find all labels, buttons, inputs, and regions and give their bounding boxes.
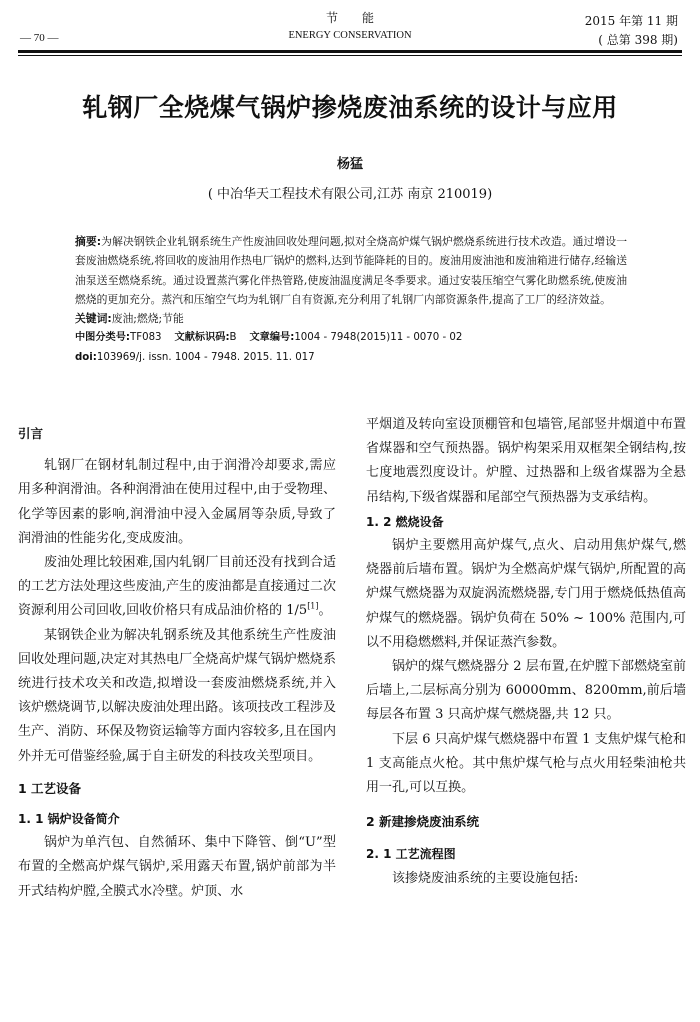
abstract-paragraph — [75, 232, 627, 309]
paper-title: 轧钢厂全烧煤气锅炉掺烧废油系统的设计与应用 — [82, 93, 618, 122]
intro-paragraph-1: 轧钢厂在钢材轧制过程中,由于润滑冷却要求,需应用多种润滑油。各种润滑油在使用过程中,由于受物理、化学等因素的影响,润滑油中浸入金属屑等杂质,导致了润滑油的性能劣化,变成废油。 — [18, 458, 336, 546]
clc-value: TF083 — [130, 332, 162, 344]
author-affiliation: ( 中冶华天工程技术有限公司,江苏 南京 210019) — [207, 187, 493, 202]
doc-code-label: 文献标识码: — [174, 332, 230, 344]
section-1-2-paragraph-2: 锅炉的煤气燃烧器分 2 层布置,在炉膛下部燃烧室前后墙上,二层标高分别为 60000mm、8200mm,前后墙每层各布置 3 只高炉煤气燃烧器,共 12 只。 — [366, 659, 686, 723]
section-1-2-paragraph-1: 锅炉主要燃用高炉煤气,点火、启动用焦炉煤气,燃烧器前后墙布置。锅炉为全燃高炉煤气锅炉,所配置的高炉煤气燃烧器为双旋涡流燃烧器,专门用于燃烧低热值高炉煤气的燃烧器。锅炉负荷在 50% ~ 100% 范围内,可以不用稳燃燃料,并保证蒸汽参数。 — [366, 538, 686, 650]
journal-name-cn: 节能 — [325, 11, 398, 25]
intro-paragraph-2-text: 废油处理比较困难,国内轧钢厂目前还没有找到合适的工艺方法处理这些废油,产生的废油都是直接通过二次资源利用公司回收,回收价格只有成品油价格的 1/5 — [18, 555, 336, 619]
doi-line — [75, 348, 627, 367]
header-rule-thin — [18, 55, 682, 56]
clc-label: 中图分类号: — [75, 332, 131, 344]
keywords-label: 关键词: — [75, 312, 112, 326]
intro-paragraph-2-end: 。 — [318, 603, 332, 619]
abstract-label: 摘要: — [75, 235, 102, 248]
abstract-text: 为解决钢铁企业轧钢系统生产性废油回收处理问题,拟对全烧高炉煤气锅炉燃烧系统进行技术改造。通过增设一套废油燃烧系统,将回收的废油用作热电厂锅炉的燃料,达到节能降耗的目的。废油用废油池和废油箱进行储存,经输送油泵送至燃烧系统。通过设置蒸汽雾化伴热管路,使废油温度满足冬季要求。通过安装压缩空气雾化助燃系统,使废油燃烧的更加充分。蒸汽和压缩空气均为轧钢厂自有资源,充分利用了轧钢厂内部资源条件,提高了工厂的经济效益。 — [75, 235, 627, 306]
intro-paragraph-3: 某钢铁企业为解决轧钢系统及其他系统生产性废油回收处理问题,决定对其热电厂全烧高炉煤气锅炉燃烧系统进行技术攻关和改造,拟增设一套废油燃烧系统,并入该炉燃烧调节,以解决废油处理出路。该项技改工程涉及生产、消防、环保及物资运输等方面内容较多,且在国内外并无可借鉴经验,属于自主研发的科技攻关型项目。 — [18, 627, 336, 764]
section-1-2-paragraph-3: 下层 6 只高炉煤气燃烧器中布置 1 支焦炉煤气枪和 1 支高能点火枪。其中焦炉煤气枪与点火用轻柴油枪共用一孔,可以互换。 — [366, 731, 686, 796]
doi-value: 103969/j. issn. 1004 - 7948. 2015. 11. 017 — [96, 351, 315, 363]
continued-paragraph: 平烟道及转向室设顶棚管和包墙管,尾部竖井烟道中布置省煤器和空气预热器。锅炉构架采用双框架全钢结构,按七度地震烈度设计。炉膛、过热器和上级省煤器为全悬吊结构,下级省煤器和尾部空气预热器为支承结构。 — [366, 417, 686, 505]
doc-code-value: B — [229, 332, 237, 344]
journal-name-en: ENERGY CONSERVATION — [288, 30, 412, 41]
article-no-value: 1004 - 7948(2015)11 - 0070 - 02 — [294, 332, 463, 344]
body-column-left — [18, 422, 336, 904]
issue-label: 2015 年第 11 期 — [584, 14, 678, 28]
classification-line — [75, 328, 627, 347]
section-1-2-heading: 1. 2 燃烧设备 — [366, 514, 444, 529]
citation-ref: [1] — [307, 602, 319, 612]
spacer — [366, 834, 686, 842]
keywords-line — [75, 309, 627, 328]
spacer — [366, 800, 686, 810]
running-header-center — [230, 10, 470, 44]
intro-heading: 引言 — [18, 426, 44, 441]
abstract-block — [75, 232, 627, 367]
section-2-1-heading: 2. 1 工艺流程图 — [366, 847, 456, 862]
keywords-text: 废油;燃烧;节能 — [111, 312, 184, 326]
issue-info — [585, 12, 678, 50]
page-number: — 70 — — [20, 32, 59, 44]
section-1-heading: 1 工艺设备 — [18, 780, 82, 796]
intro-paragraph-2 — [18, 551, 336, 624]
spacer — [18, 446, 336, 454]
spacer — [18, 769, 336, 777]
doi-label: doi: — [75, 351, 97, 363]
body-column-right — [366, 413, 686, 891]
section-1-1-paragraph: 锅炉为单汽包、自然循环、集中下降管、倒“U”型布置的全燃高炉煤气锅炉,采用露天布置,锅炉前部为半开式结构炉膛,全膜式水冷壁。炉顶、水 — [18, 835, 336, 899]
serial-label: ( 总第 398 期) — [598, 33, 678, 47]
header-rule-thick — [18, 50, 682, 53]
section-2-1-paragraph: 该掺烧废油系统的主要设施包括: — [392, 870, 579, 886]
section-1-1-heading: 1. 1 锅炉设备简介 — [18, 812, 120, 827]
section-2-heading: 2 新建掺烧废油系统 — [366, 814, 480, 830]
article-no-label: 文章编号: — [249, 332, 295, 344]
paper-author: 杨猛 — [336, 157, 363, 172]
